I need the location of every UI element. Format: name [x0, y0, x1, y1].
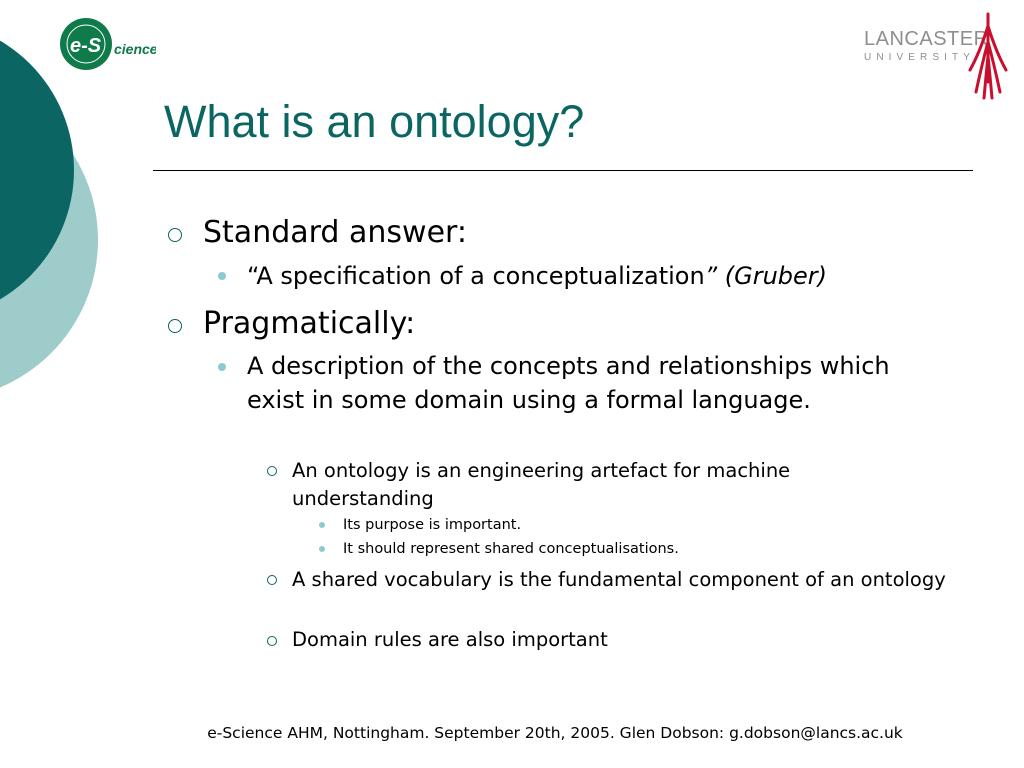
hollow-bullet-icon: [168, 228, 182, 242]
svg-text:e-S: e-S: [70, 35, 102, 57]
bullet-domain-rules: Domain rules are also important: [292, 628, 608, 651]
dot-bullet-icon: [218, 363, 226, 371]
bullet-purpose: Its purpose is important.: [343, 517, 522, 533]
bullet-gruber-definition: [247, 259, 827, 293]
hollow-bullet-icon: [267, 636, 277, 646]
bullet-engineering-artefact: An ontology is an engineering artefact for machine understanding: [292, 459, 791, 510]
gruber-attribution: ” (Gruber): [704, 262, 828, 290]
bullet-shared-vocabulary: A shared vocabulary is the fundamental component of an ontology: [292, 568, 946, 591]
svg-text:cience: cience: [114, 41, 156, 57]
bullet-pragmatically: Pragmatically:: [203, 306, 416, 341]
slide-footer: e-Science AHM, Nottingham. September 20th, 2005. Glen Dobson: g.dobson@lancs.ac.uk: [207, 724, 903, 742]
dot-bullet-icon: [319, 522, 325, 528]
lancaster-subtitle: UNIVERSITY: [864, 52, 976, 63]
bullet-description: A description of the concepts and relationships which exist in some domain using a formal language.: [247, 352, 890, 414]
slide-title: What is an ontology?: [164, 96, 585, 147]
bullet-shared-conceptualisations: It should represent shared conceptualisations.: [343, 541, 679, 557]
gruber-quote: “A specification of a conceptualization: [247, 262, 705, 290]
lancaster-name: LANCASTER: [864, 28, 989, 50]
dot-bullet-icon: [319, 546, 325, 552]
bullet-standard-answer: Standard answer:: [203, 215, 467, 250]
hollow-bullet-icon: [168, 319, 182, 333]
hollow-bullet-icon: [267, 466, 277, 476]
hollow-bullet-icon: [267, 575, 277, 585]
dot-bullet-icon: [218, 272, 226, 280]
